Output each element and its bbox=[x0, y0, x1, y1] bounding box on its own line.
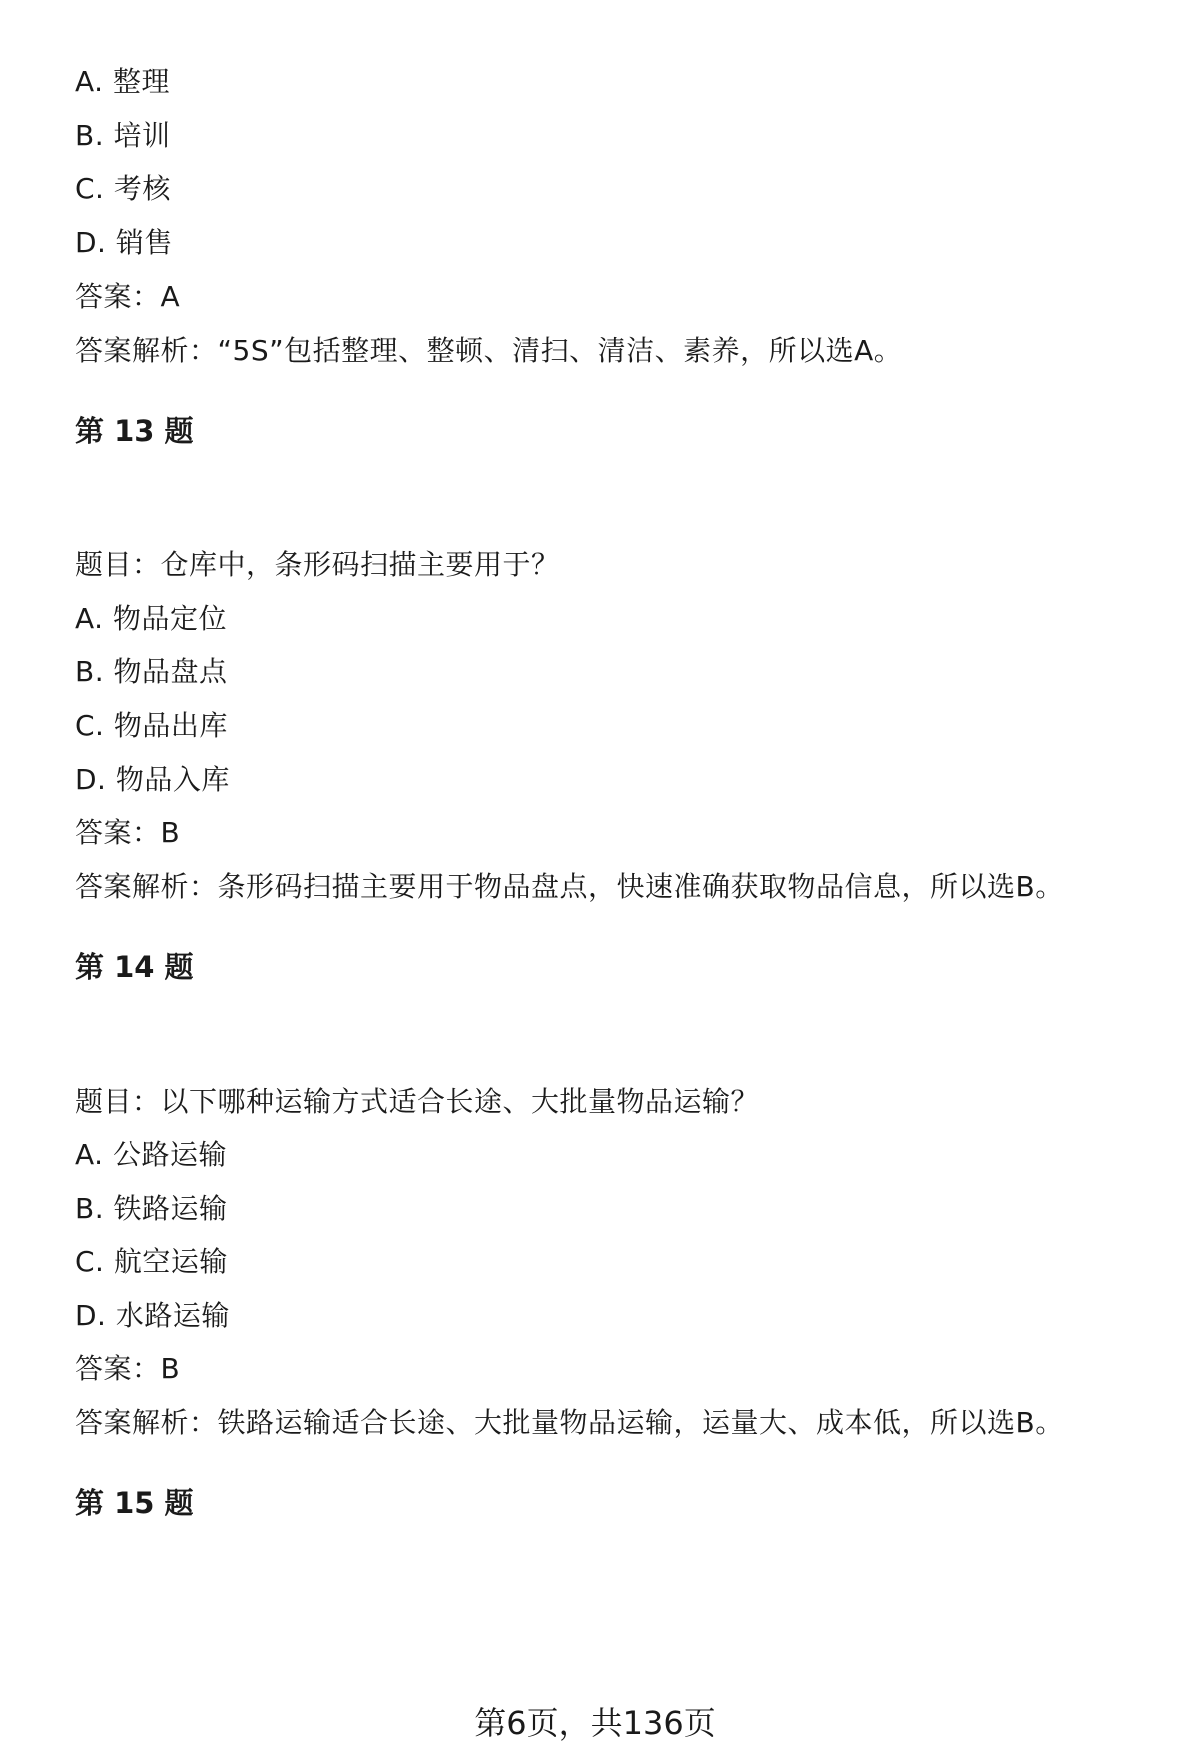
q14-heading: 第 14 题 bbox=[75, 950, 194, 984]
q14-option-c: C. 航空运输 bbox=[75, 1245, 228, 1278]
q13-question: 题目：仓库中，条形码扫描主要用于？ bbox=[75, 548, 560, 581]
q13-heading: 第 13 题 bbox=[75, 414, 194, 448]
q14-explanation: 答案解析：铁路运输适合长途、大批量物品运输，运量大、成本低，所以选B。 bbox=[75, 1406, 1064, 1439]
q13-option-d: D. 物品入库 bbox=[75, 763, 230, 796]
page-indicator: 第6页，共136页 bbox=[474, 1704, 716, 1742]
q13-option-a: A. 物品定位 bbox=[75, 602, 227, 635]
q12-explanation: 答案解析：“5S”包括整理、整顿、清扫、清洁、素养，所以选A。 bbox=[75, 334, 903, 367]
q15-heading: 第 15 题 bbox=[75, 1486, 194, 1520]
q14-option-a: A. 公路运输 bbox=[75, 1138, 227, 1171]
q14-answer: 答案：B bbox=[75, 1352, 181, 1385]
q14-option-b: B. 铁路运输 bbox=[75, 1192, 228, 1225]
q13-option-b: B. 物品盘点 bbox=[75, 655, 228, 688]
q14-option-d: D. 水路运输 bbox=[75, 1299, 230, 1332]
q13-answer: 答案：B bbox=[75, 816, 181, 849]
q13-explanation: 答案解析：条形码扫描主要用于物品盘点，快速准确获取物品信息，所以选B。 bbox=[75, 870, 1064, 903]
q12-option-d: D. 销售 bbox=[75, 226, 173, 259]
q12-option-b: B. 培训 bbox=[75, 119, 171, 152]
q13-option-c: C. 物品出库 bbox=[75, 709, 228, 742]
q12-answer: 答案：A bbox=[75, 280, 181, 313]
q12-option-a: A. 整理 bbox=[75, 65, 170, 98]
q12-option-c: C. 考核 bbox=[75, 172, 171, 205]
q14-question: 题目：以下哪种运输方式适合长途、大批量物品运输？ bbox=[75, 1085, 760, 1118]
